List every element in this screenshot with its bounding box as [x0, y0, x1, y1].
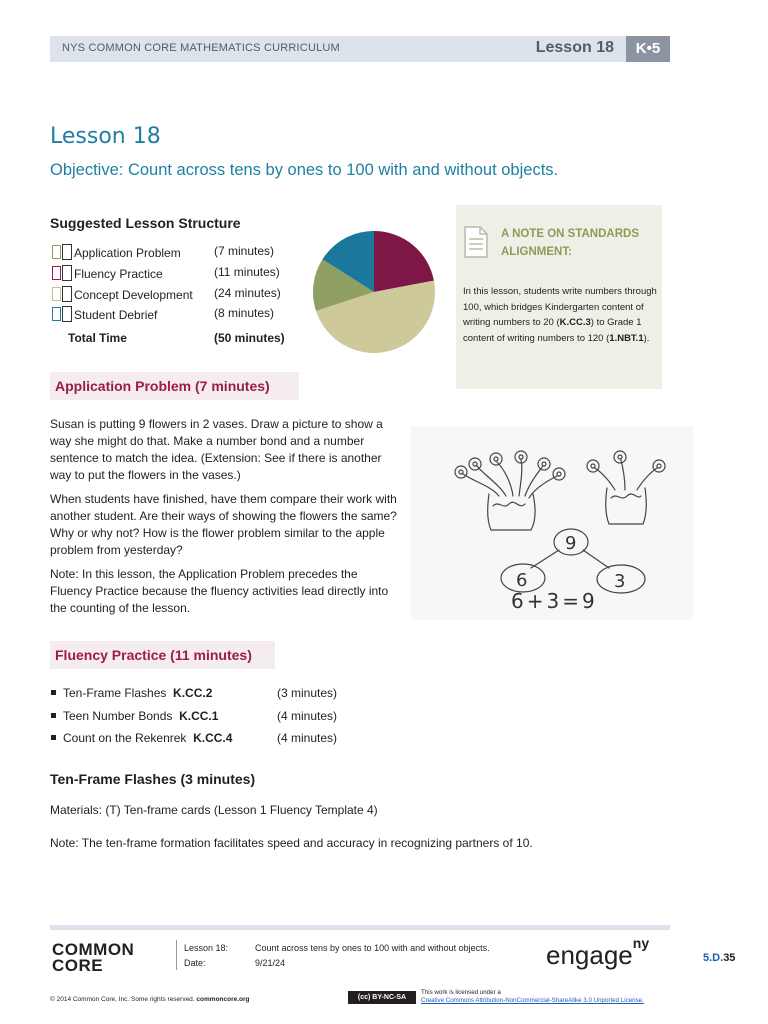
application-paragraph-1: Susan is putting 9 flowers in 2 vases. Draw a picture to show a way she might do that. Make a number bond and a number sentence to match the idea. (Extension: See if there is another way to put the flowers in the vases.) — [50, 417, 383, 482]
vase-left — [488, 494, 535, 530]
standard-code: K.CC.4 — [193, 731, 233, 745]
structure-time: (24 minutes) — [214, 286, 281, 300]
fluency-item-label: Count on the Rekenrek — [63, 731, 187, 745]
empty-box-icon — [62, 286, 72, 302]
note-title: A NOTE ON STANDARDS ALIGNMENT: — [501, 228, 639, 258]
page-number: 5.D.35 — [703, 952, 736, 964]
fluency-item — [51, 731, 232, 745]
structure-time: (7 minutes) — [214, 244, 275, 258]
footer-divider — [176, 940, 177, 970]
structure-row — [52, 265, 163, 281]
fluency-heading — [50, 641, 275, 669]
structure-label: Application Problem — [74, 246, 181, 260]
standard-code: K.CC.1 — [179, 709, 219, 723]
structure-row — [52, 244, 181, 260]
ten-frame-heading: Ten-Frame Flashes (3 minutes) — [50, 771, 256, 787]
section-heading-text: Fluency Practice (11 minutes) — [55, 647, 252, 663]
lesson-title: Lesson 18 — [50, 124, 161, 149]
application-paragraph-2: When students have finished, have them compare their work with another student. Are their ways of showing the flowers the same? Why or why not? How is the flower problem similar to the apple problem from yesterday? — [50, 492, 397, 557]
note-text: In this lesson, students write numbers through 100, which bridges Kindergarten content of writing numbers to 20 ( — [463, 286, 657, 328]
fluency-item-time: (3 minutes) — [277, 686, 338, 700]
copyright: © 2014 Common Core, Inc. Some rights reserved. commoncore.org — [50, 996, 250, 1003]
fluency-item — [51, 686, 212, 700]
ten-frame-note: Note: The ten-frame formation facilitates speed and accuracy in recognizing partners of 10. — [50, 836, 533, 850]
bullet-icon — [51, 690, 56, 695]
structure-row — [52, 286, 193, 302]
bullet-icon — [51, 713, 56, 718]
standard-code: K.CC.3 — [559, 317, 591, 328]
fluency-item-time: (4 minutes) — [277, 731, 338, 745]
lesson-structure-pie — [312, 230, 436, 354]
structure-heading: Suggested Lesson Structure — [50, 215, 241, 231]
note-text: ) to Grade 1 content of writing numbers to 120 ( — [463, 317, 642, 344]
legend-swatch-icon — [52, 287, 61, 301]
fluency-item-label: Ten-Frame Flashes — [63, 686, 167, 700]
license-text: This work is licensed under a — [421, 989, 501, 996]
footer-date-value: 9/21/24 — [255, 958, 286, 968]
objective: Objective: Count across tens by ones to 100 with and without objects. — [50, 161, 559, 179]
engage-ny-logo: engage$^{ny}$ — [546, 935, 650, 970]
legend-swatch-icon — [52, 245, 61, 259]
grade-module-badge: K•5 — [626, 36, 670, 62]
application-paragraph-3: Note: In this lesson, the Application Problem precedes the Fluency Practice because the fluency activities lead directly into the counting of the lesson. — [50, 567, 389, 615]
structure-time: (8 minutes) — [214, 306, 275, 320]
fluency-item-label: Teen Number Bonds — [63, 709, 173, 723]
curriculum-title: NYS COMMON CORE MATHEMATICS CURRICULUM — [62, 42, 340, 54]
number-sentence: 6+3=9 — [511, 589, 598, 613]
empty-box-icon — [62, 306, 72, 322]
application-heading — [50, 372, 299, 400]
header-bar — [50, 36, 670, 62]
structure-label: Student Debrief — [74, 308, 158, 322]
total-time-value: (50 minutes) — [214, 331, 285, 345]
cc-license-badge: (cc) BY-NC-SA — [348, 991, 416, 1004]
fluency-item — [51, 709, 218, 723]
header-lesson: Lesson 18 — [535, 39, 614, 56]
document-icon — [463, 225, 489, 259]
legend-swatch-icon — [52, 266, 61, 280]
footer-rule — [50, 925, 670, 930]
fluency-item-time: (4 minutes) — [277, 709, 338, 723]
footer-lesson-value: Count across tens by ones to 100 with and without objects. — [255, 943, 490, 953]
standard-code: K.CC.2 — [173, 686, 213, 700]
empty-box-icon — [62, 244, 72, 260]
structure-label: Fluency Practice — [74, 267, 163, 281]
total-time-label: Total Time — [68, 331, 127, 345]
materials-text: Materials: (T) Ten-frame cards (Lesson 1 Fluency Template 4) — [50, 803, 378, 817]
bullet-icon — [51, 735, 56, 740]
standard-code: 1.NBT.1 — [609, 332, 644, 344]
structure-label: Concept Development — [74, 288, 193, 302]
bond-part-right: 3 — [614, 571, 626, 592]
note-body — [463, 284, 659, 346]
bond-whole: 9 — [565, 533, 577, 554]
license-link[interactable]: Creative Commons Attribution-NonCommercial-ShareAlike 3.0 Unported License. — [421, 997, 644, 1004]
structure-time: (11 minutes) — [214, 265, 280, 279]
footer-lesson-label: Lesson 18: — [184, 943, 229, 953]
student-work-drawing — [411, 426, 693, 620]
standards-note-box — [456, 205, 662, 389]
bond-part-left: 6 — [516, 570, 528, 591]
vase-right — [606, 488, 647, 524]
note-text: ). — [643, 332, 650, 344]
section-heading-text: Application Problem (7 minutes) — [55, 378, 270, 394]
empty-box-icon — [62, 265, 72, 281]
common-core-logo: COMMON CORE — [52, 940, 135, 975]
structure-row — [52, 306, 157, 322]
legend-swatch-icon — [52, 307, 61, 321]
footer-date-label: Date: — [184, 958, 206, 968]
